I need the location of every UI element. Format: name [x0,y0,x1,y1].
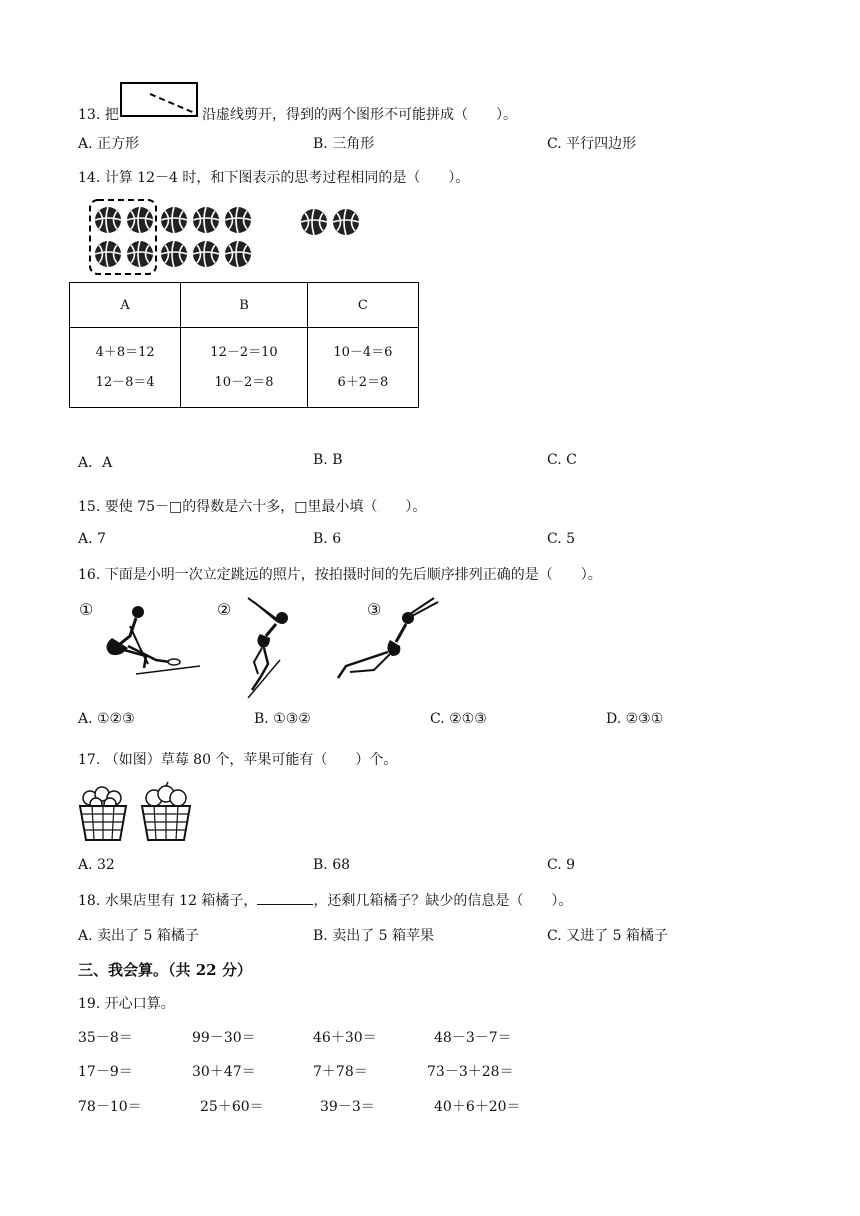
q18-option-a[interactable]: A. 卖出了 5 箱橘子 [78,928,199,944]
fruit-baskets-figure [78,784,194,846]
q16-text: 16. 下面是小明一次立定跳远的照片，按拍摄时间的先后顺序排列正确的是（ ）。 [78,567,602,583]
photo-label-3: ③ [367,600,382,619]
calc-item: 39－3＝ [320,1099,375,1115]
photo-label-2: ② [217,600,232,619]
calc-item: 17－9＝ [78,1064,133,1080]
q13-number: 13. [78,107,101,123]
q14-cell-c [307,328,418,408]
q18-option-b[interactable]: B. 卖出了 5 箱苹果 [313,928,434,944]
q14-cell-b-line2: 10－2＝8 [214,374,274,390]
q13-option-c[interactable]: C. 平行四边形 [547,136,637,152]
jumper-flight-figure [334,594,442,686]
calc-item: 30＋47＝ [192,1064,256,1080]
q18-blank [257,892,313,905]
q13-rectangle-figure [120,82,200,118]
q14-option-a[interactable]: A．A [78,455,113,471]
q16-option-c[interactable]: C. ②①③ [430,711,487,727]
q14-text: 14. 计算 12－4 时，和下图表示的思考过程相同的是（ ）。 [78,170,470,186]
calc-item: 46＋30＝ [313,1030,377,1046]
q14-cell-b-line1: 12－2＝10 [210,344,278,360]
q14-cell-c-line2: 6＋2＝8 [337,374,389,390]
calc-item: 35－8＝ [78,1030,133,1046]
q16-option-d[interactable]: D. ②③① [606,711,664,727]
q13-prefix: 把 [104,107,119,123]
q14-option-c[interactable]: C. C [547,452,577,468]
q13-suffix: 沿虚线剪开，得到的两个图形不可能拼成（ ）。 [202,107,517,123]
calc-item: 48－3－7＝ [434,1030,512,1046]
q15-option-b[interactable]: B. 6 [313,531,342,547]
q17-text: 17. （如图）草莓 80 个，苹果可能有（ ）个。 [78,752,398,768]
q14-cell-c-line1: 10－4＝6 [333,344,393,360]
q13-option-b[interactable]: B. 三角形 [313,136,375,152]
q17-option-c[interactable]: C. 9 [547,857,576,873]
calc-item: 78－10＝ [78,1099,142,1115]
q16-option-a[interactable]: A. ①②③ [78,711,135,727]
jumper-crouch-figure [100,604,202,676]
basketballs-figure [86,198,376,278]
q18-text-after: ，还剩几箱橘子？缺少的信息是（ ）。 [313,893,573,909]
calc-item: 73－3＋28＝ [427,1064,514,1080]
calc-item: 40＋6＋20＝ [434,1099,521,1115]
photo-label-1: ① [79,600,94,619]
section-3-title: 三、我会算。（共 22 分） [78,961,252,979]
q15-option-c[interactable]: C. 5 [547,531,576,547]
q15-option-a[interactable]: A. 7 [78,531,106,547]
calc-item: 7＋78＝ [313,1064,368,1080]
q18-text [78,890,572,910]
q14-option-b[interactable]: B. B [313,452,343,468]
q16-option-b[interactable]: B. ①③② [254,711,311,727]
q14-cell-a-line2: 12－8＝4 [95,374,155,390]
q15-text: 15. 要使 75－□的得数是六十多，□里最小填（ ）。 [78,499,427,515]
q19-text: 19. 开心口算。 [78,996,175,1012]
q18-text-before: 18. 水果店里有 12 箱橘子， [78,893,258,909]
q13-option-a[interactable]: A. 正方形 [78,136,140,152]
calc-item: 99－30＝ [192,1030,256,1046]
q14-cell-b [181,328,308,408]
jumper-takeoff-figure [232,594,294,700]
q14-table [69,282,419,408]
q13-text [78,104,119,124]
q14-header-b: B [181,283,308,328]
q18-option-c[interactable]: C. 又进了 5 箱橘子 [547,928,668,944]
q14-header-c: C [307,283,418,328]
q17-option-a[interactable]: A. 32 [78,857,115,873]
calc-item: 25＋60＝ [200,1099,264,1115]
q14-header-a: A [70,283,181,328]
q14-cell-a [70,328,181,408]
q14-cell-a-line1: 4＋8＝12 [95,344,155,360]
q17-option-b[interactable]: B. 68 [313,857,351,873]
